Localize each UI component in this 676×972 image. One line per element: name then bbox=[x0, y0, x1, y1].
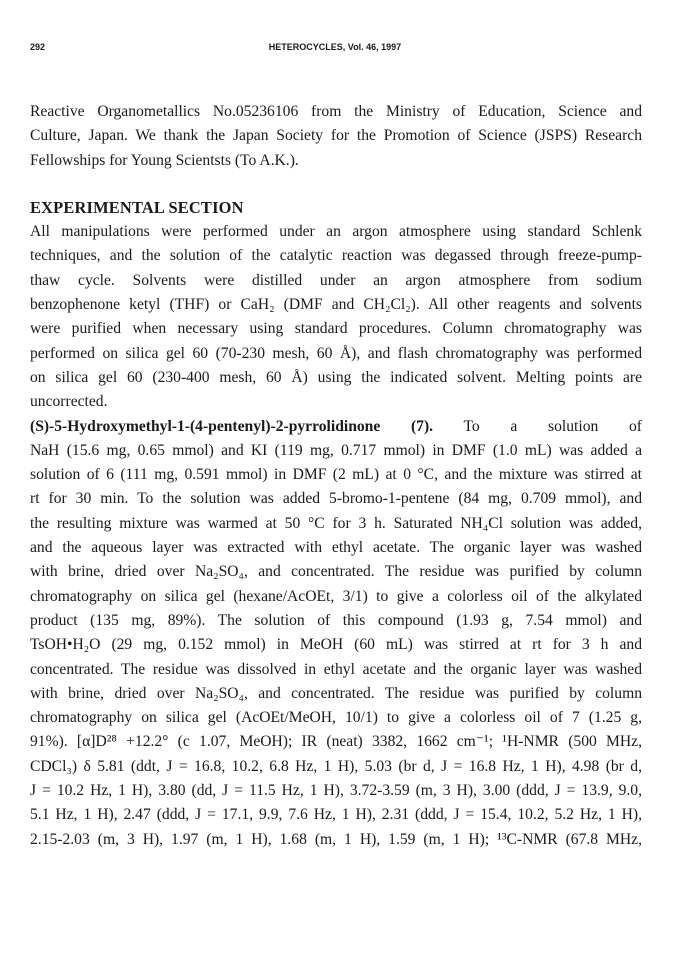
text-line: rt for 30 min. To the solution was added 5-bromo-1-pentene (84 mg, 0.709 mmol), and bbox=[30, 490, 642, 508]
section-heading: EXPERIMENTAL SECTION bbox=[30, 197, 244, 217]
compound-procedure-paragraph bbox=[30, 415, 642, 852]
experimental-paragraph bbox=[30, 220, 642, 414]
text-line: were purified when necessary using standard procedures. Column chromatography was bbox=[30, 320, 642, 338]
text-line: product (135 mg, 89%). The solution of this compound (1.93 g, 7.54 mmol) and bbox=[30, 611, 642, 629]
text-line: with brine, dried over Na₂SO₄, and concentrated. The residue was purified by column bbox=[30, 684, 642, 702]
compound-intro: To a solution of bbox=[463, 417, 642, 435]
compound-title: (S)-5-Hydroxymethyl-1-(4-pentenyl)-2-pyrrolidinone (7). bbox=[30, 417, 434, 435]
text-line: performed on silica gel 60 (70-230 mesh, 60 Å), and flash chromatography was performed bbox=[30, 344, 642, 362]
text-line: solution of 6 (111 mg, 0.591 mmol) in DMF (2 mL) at 0 °C, and the mixture was stirred at bbox=[30, 466, 642, 484]
text-line: and the aqueous layer was extracted with ethyl acetate. The organic layer was washed bbox=[30, 539, 642, 557]
text-line: techniques, and the solution of the catalytic reaction was degassed through freeze-pump- bbox=[30, 247, 642, 265]
page-number: 292 bbox=[30, 42, 46, 52]
text-line: Culture, Japan. We thank the Japan Society for the Promotion of Science (JSPS) Research bbox=[30, 127, 642, 145]
text-line: chromatography on silica gel (AcOEt/MeOH, 10/1) to give a colorless oil of 7 (1.25 g, bbox=[30, 709, 642, 727]
article-body bbox=[30, 100, 642, 852]
text-line: 91%). [α]D²⁸ +12.2° (c 1.07, MeOH); IR (neat) 3382, 1662 cm⁻¹; ¹H-NMR (500 MHz, bbox=[30, 733, 642, 751]
journal-citation: HETEROCYCLES, Vol. 46, 1997 bbox=[268, 42, 402, 52]
text-line: Reactive Organometallics No.05236106 from the Ministry of Education, Science and bbox=[30, 103, 642, 120]
text-line: benzophenone ketyl (THF) or CaH₂ (DMF and CH₂Cl₂). All other reagents and solvents bbox=[30, 296, 642, 314]
running-header bbox=[30, 42, 640, 56]
text-line: CDCl₃) δ 5.81 (ddt, J = 16.8, 10.2, 6.8 Hz, 1 H), 5.03 (br d, J = 16.8 Hz, 1 H), 4.98 (br d, bbox=[30, 757, 642, 775]
text-line: TsOH•H₂O (29 mg, 0.152 mmol) in MeOH (60 mL) was stirred at rt for 3 h and bbox=[30, 636, 642, 654]
text-line: the resulting mixture was warmed at 50 °C for 3 h. Saturated NH₄Cl solution was added, bbox=[30, 514, 642, 532]
text-line bbox=[30, 415, 642, 439]
acknowledgment-paragraph bbox=[30, 100, 642, 173]
text-line: J = 10.2 Hz, 1 H), 3.80 (dd, J = 11.5 Hz, 1 H), 3.72-3.59 (m, 3 H), 3.00 (ddd, J = 13.9, 9.0, bbox=[30, 782, 642, 800]
text-line: on silica gel 60 (230-400 mesh, 60 Å) using the indicated solvent. Melting points are bbox=[30, 368, 642, 386]
text-line: uncorrected. bbox=[30, 393, 108, 411]
text-line: concentrated. The residue was dissolved in ethyl acetate and the organic layer was washed bbox=[30, 660, 642, 678]
text-line: with brine, dried over Na₂SO₄, and concentrated. The residue was purified by column bbox=[30, 563, 642, 581]
text-line: thaw cycle. Solvents were distilled under an argon atmosphere from sodium bbox=[30, 271, 642, 289]
text-line: All manipulations were performed under an argon atmosphere using standard Schlenk bbox=[30, 223, 642, 241]
text-line: chromatography on silica gel (hexane/AcOEt, 3/1) to give a colorless oil of the alkylated bbox=[30, 587, 642, 605]
text-line: NaH (15.6 mg, 0.65 mmol) and KI (119 mg, 0.717 mmol) in DMF (1.0 mL) was added a bbox=[30, 441, 642, 459]
text-line: 5.1 Hz, 1 H), 2.47 (ddd, J = 17.1, 9.9, 7.6 Hz, 1 H), 2.31 (ddd, J = 15.4, 10.2, 5.2 Hz, 1 H), bbox=[30, 806, 642, 824]
text-line: 2.15-2.03 (m, 3 H), 1.97 (m, 1 H), 1.68 (m, 1 H), 1.59 (m, 1 H); ¹³C-NMR (67.8 MHz, bbox=[30, 830, 642, 848]
text-line: Fellowships for Young Scientsts (To A.K.). bbox=[30, 151, 299, 169]
